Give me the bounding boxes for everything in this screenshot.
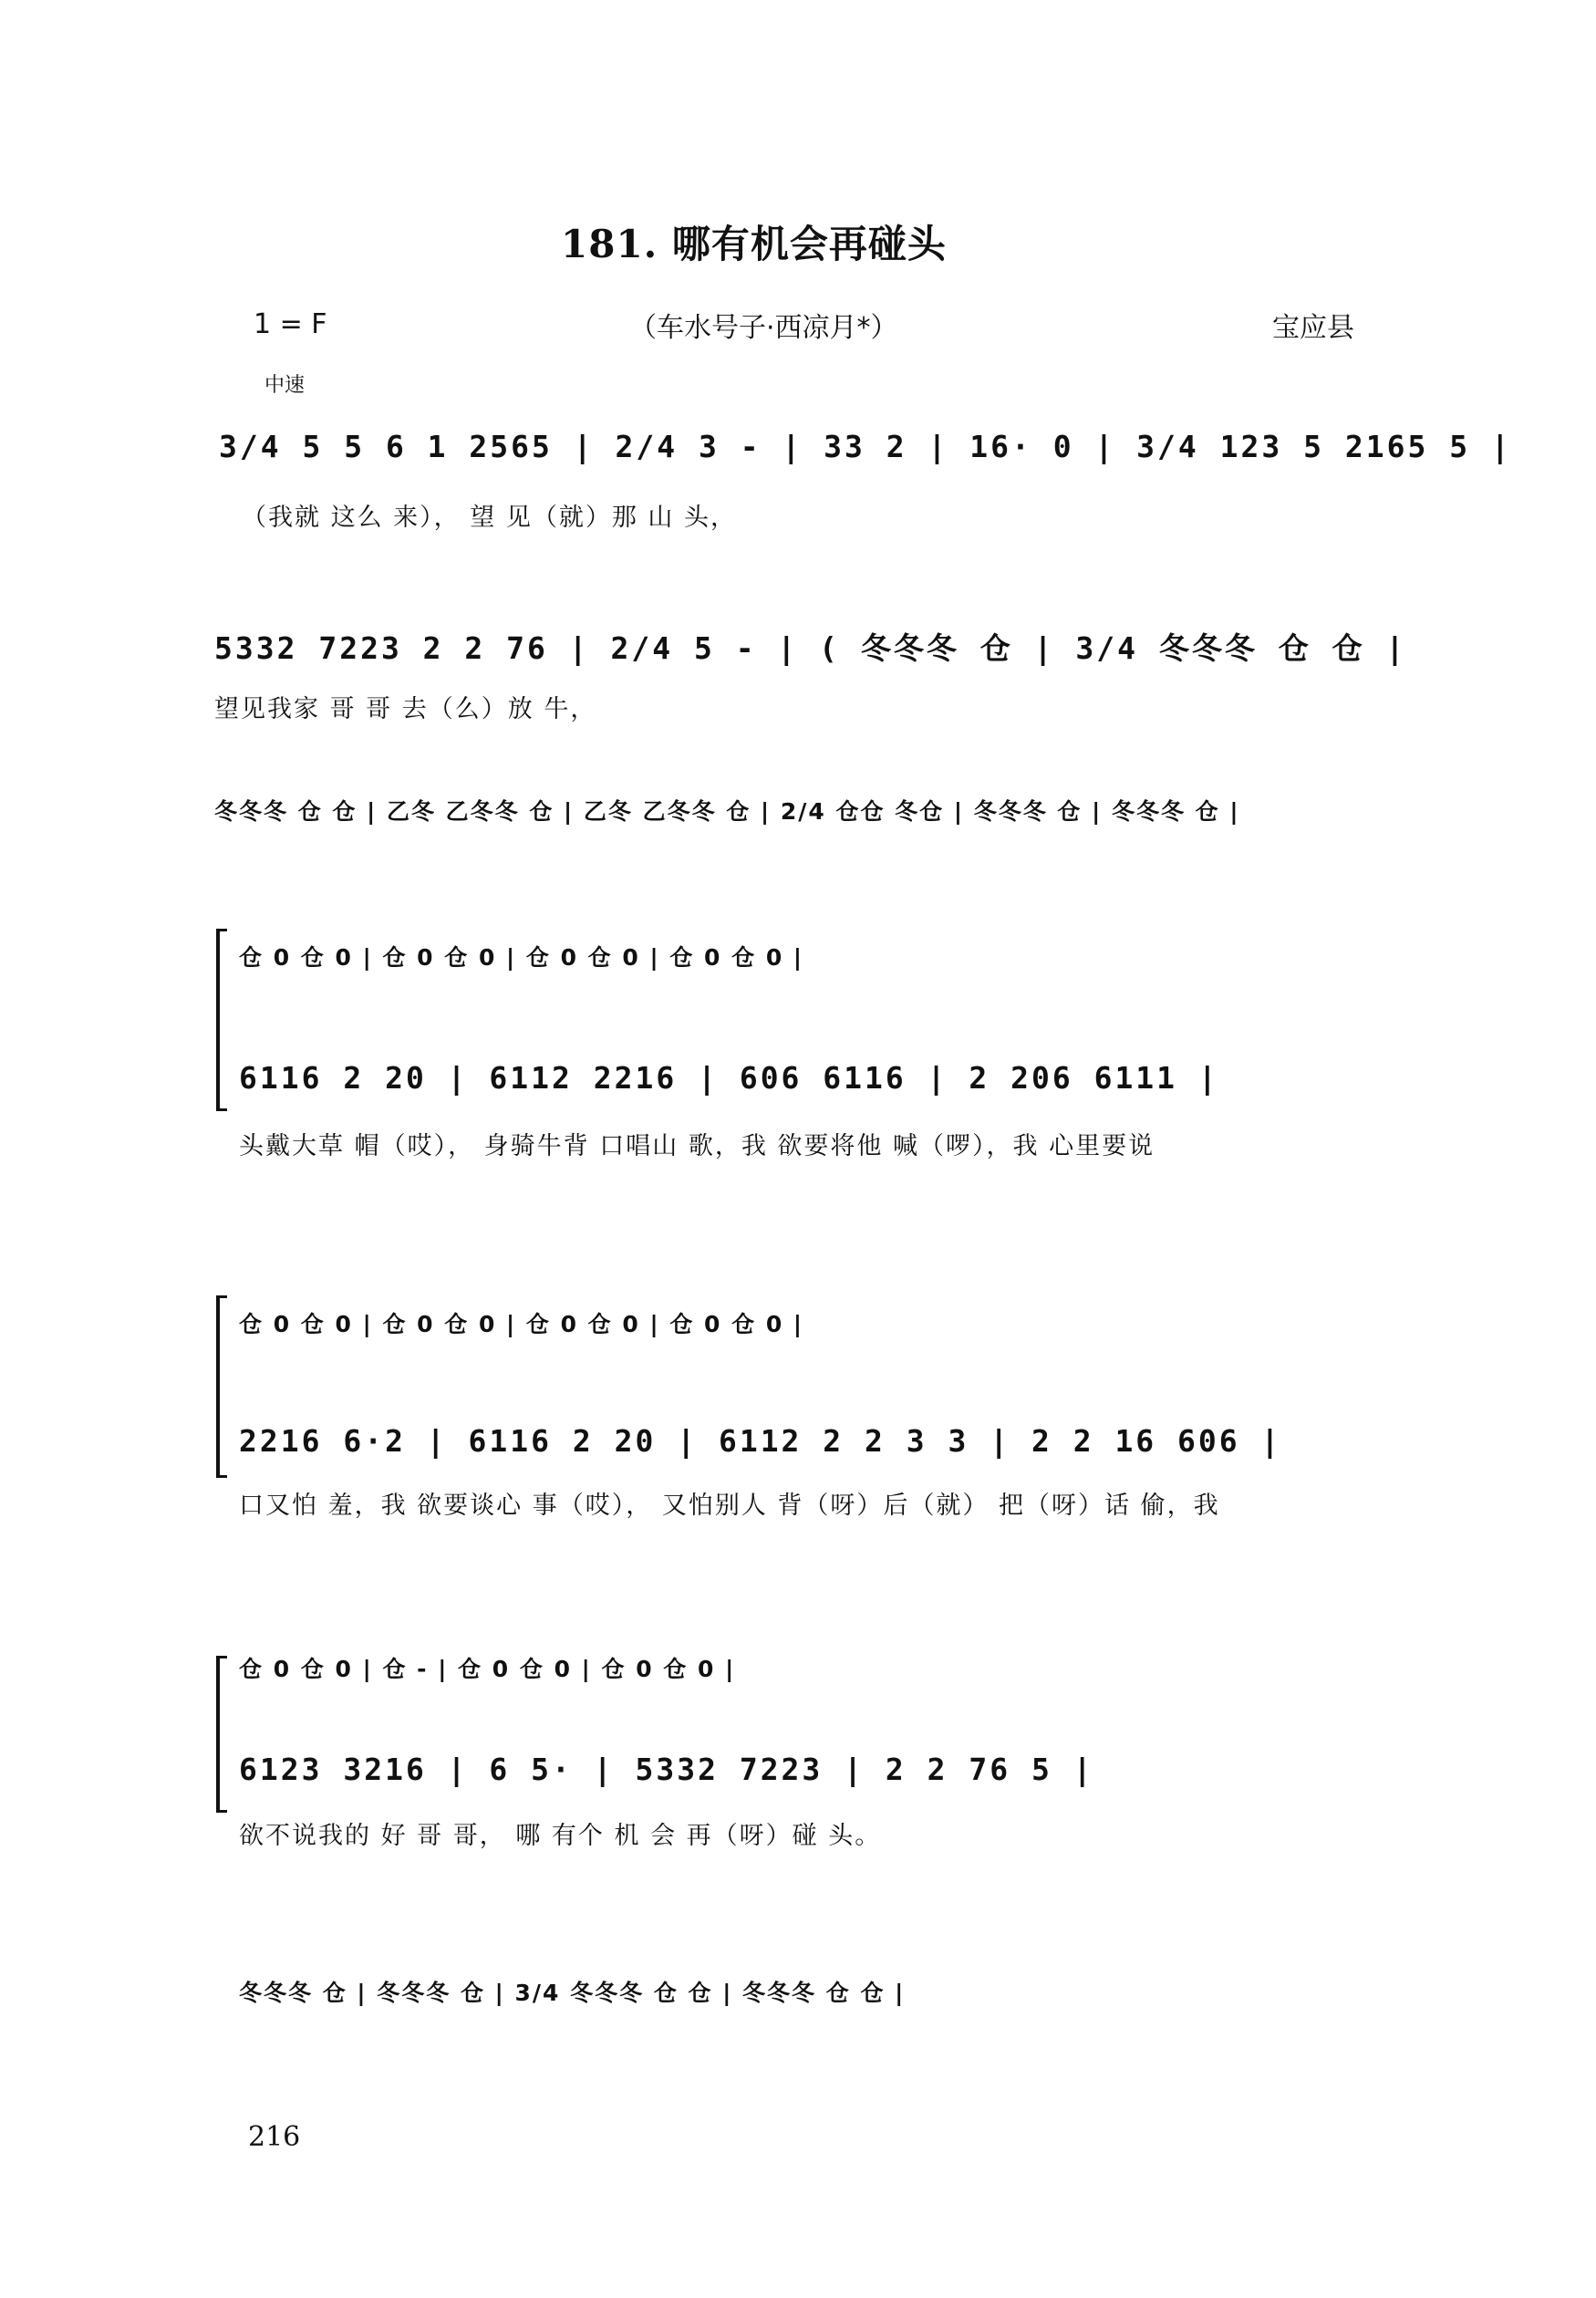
key-signature: 1 = F (254, 308, 327, 340)
bracket-cap (216, 1810, 227, 1813)
system-6-bracket (216, 1656, 220, 1813)
region-label: 宝应县 (1272, 312, 1354, 344)
tempo-marking: 中速 (264, 374, 306, 397)
bracket-cap (216, 1295, 227, 1298)
system-7-percussion: 冬冬冬 仓 | 冬冬冬 仓 | 3/4 冬冬冬 仓 仓 | 冬冬冬 仓 仓 | (239, 1980, 906, 2006)
system-5-lyrics: 口又怕 羞，我 欲要谈心 事（哎）， 又怕别人 背（呀）后（就） 把（呀）话 偷，我 (239, 1492, 1220, 1520)
system-5-bracket (216, 1295, 220, 1478)
bracket-cap (216, 1108, 227, 1111)
system-6-notes: 6123 3216 | 6 5· | 5332 7223 | 2 2 76 5 | (239, 1752, 1094, 1787)
system-2-lyrics: 望见我家 哥 哥 去（么）放 牛， (214, 695, 597, 723)
system-5-notes: 2216 6·2 | 6116 2 20 | 6112 2 2 3 3 | 2 2 16 606 | (239, 1423, 1282, 1459)
system-6-lyrics: 欲不说我的 好 哥 哥， 哪 有个 机 会 再（呀）碰 头。 (239, 1822, 882, 1850)
system-2-notes: 5332 7223 2 2 76 | 2/4 5 - | ( 冬冬冬 仓 | 3/4 冬冬冬 仓 仓 | (214, 630, 1407, 666)
system-1-notes: 3/4 5 5 6 1 2565 | 2/4 3 - | 33 2 | 16· 0 | 3/4 123 5 2165 5 | (219, 429, 1512, 464)
system-4-bracket (216, 929, 220, 1111)
system-5-percussion: 仓 0 仓 0 | 仓 0 仓 0 | 仓 0 仓 0 | 仓 0 仓 0 | (239, 1311, 804, 1337)
system-4-lyrics: 头戴大草 帽（哎）， 身骑牛背 口唱山 歌，我 欲要将他 喊（啰），我 心里要说 (239, 1132, 1156, 1160)
system-4-notes: 6116 2 20 | 6112 2216 | 606 6116 | 2 206 6111 | (239, 1060, 1219, 1096)
system-3-percussion: 冬冬冬 仓 仓 | 乙冬 乙冬冬 仓 | 乙冬 乙冬冬 仓 | 2/4 仓仓 冬仓 | 冬冬冬 仓 | 冬冬冬 仓 | (214, 798, 1240, 825)
song-source: （车水号子·西凉月*） (629, 312, 898, 344)
system-4-percussion: 仓 0 仓 0 | 仓 0 仓 0 | 仓 0 仓 0 | 仓 0 仓 0 | (239, 944, 804, 971)
bracket-cap (216, 1656, 227, 1659)
system-1-lyrics: （我就 这么 来）， 望 见（就）那 山 头， (242, 504, 737, 532)
bracket-cap (216, 929, 227, 931)
page-number: 216 (248, 2121, 301, 2153)
bracket-cap (216, 1475, 227, 1478)
page-title: 181. 哪有机会再碰头 (561, 222, 947, 266)
system-6-percussion: 仓 0 仓 0 | 仓 - | 仓 0 仓 0 | 仓 0 仓 0 | (239, 1656, 736, 1682)
